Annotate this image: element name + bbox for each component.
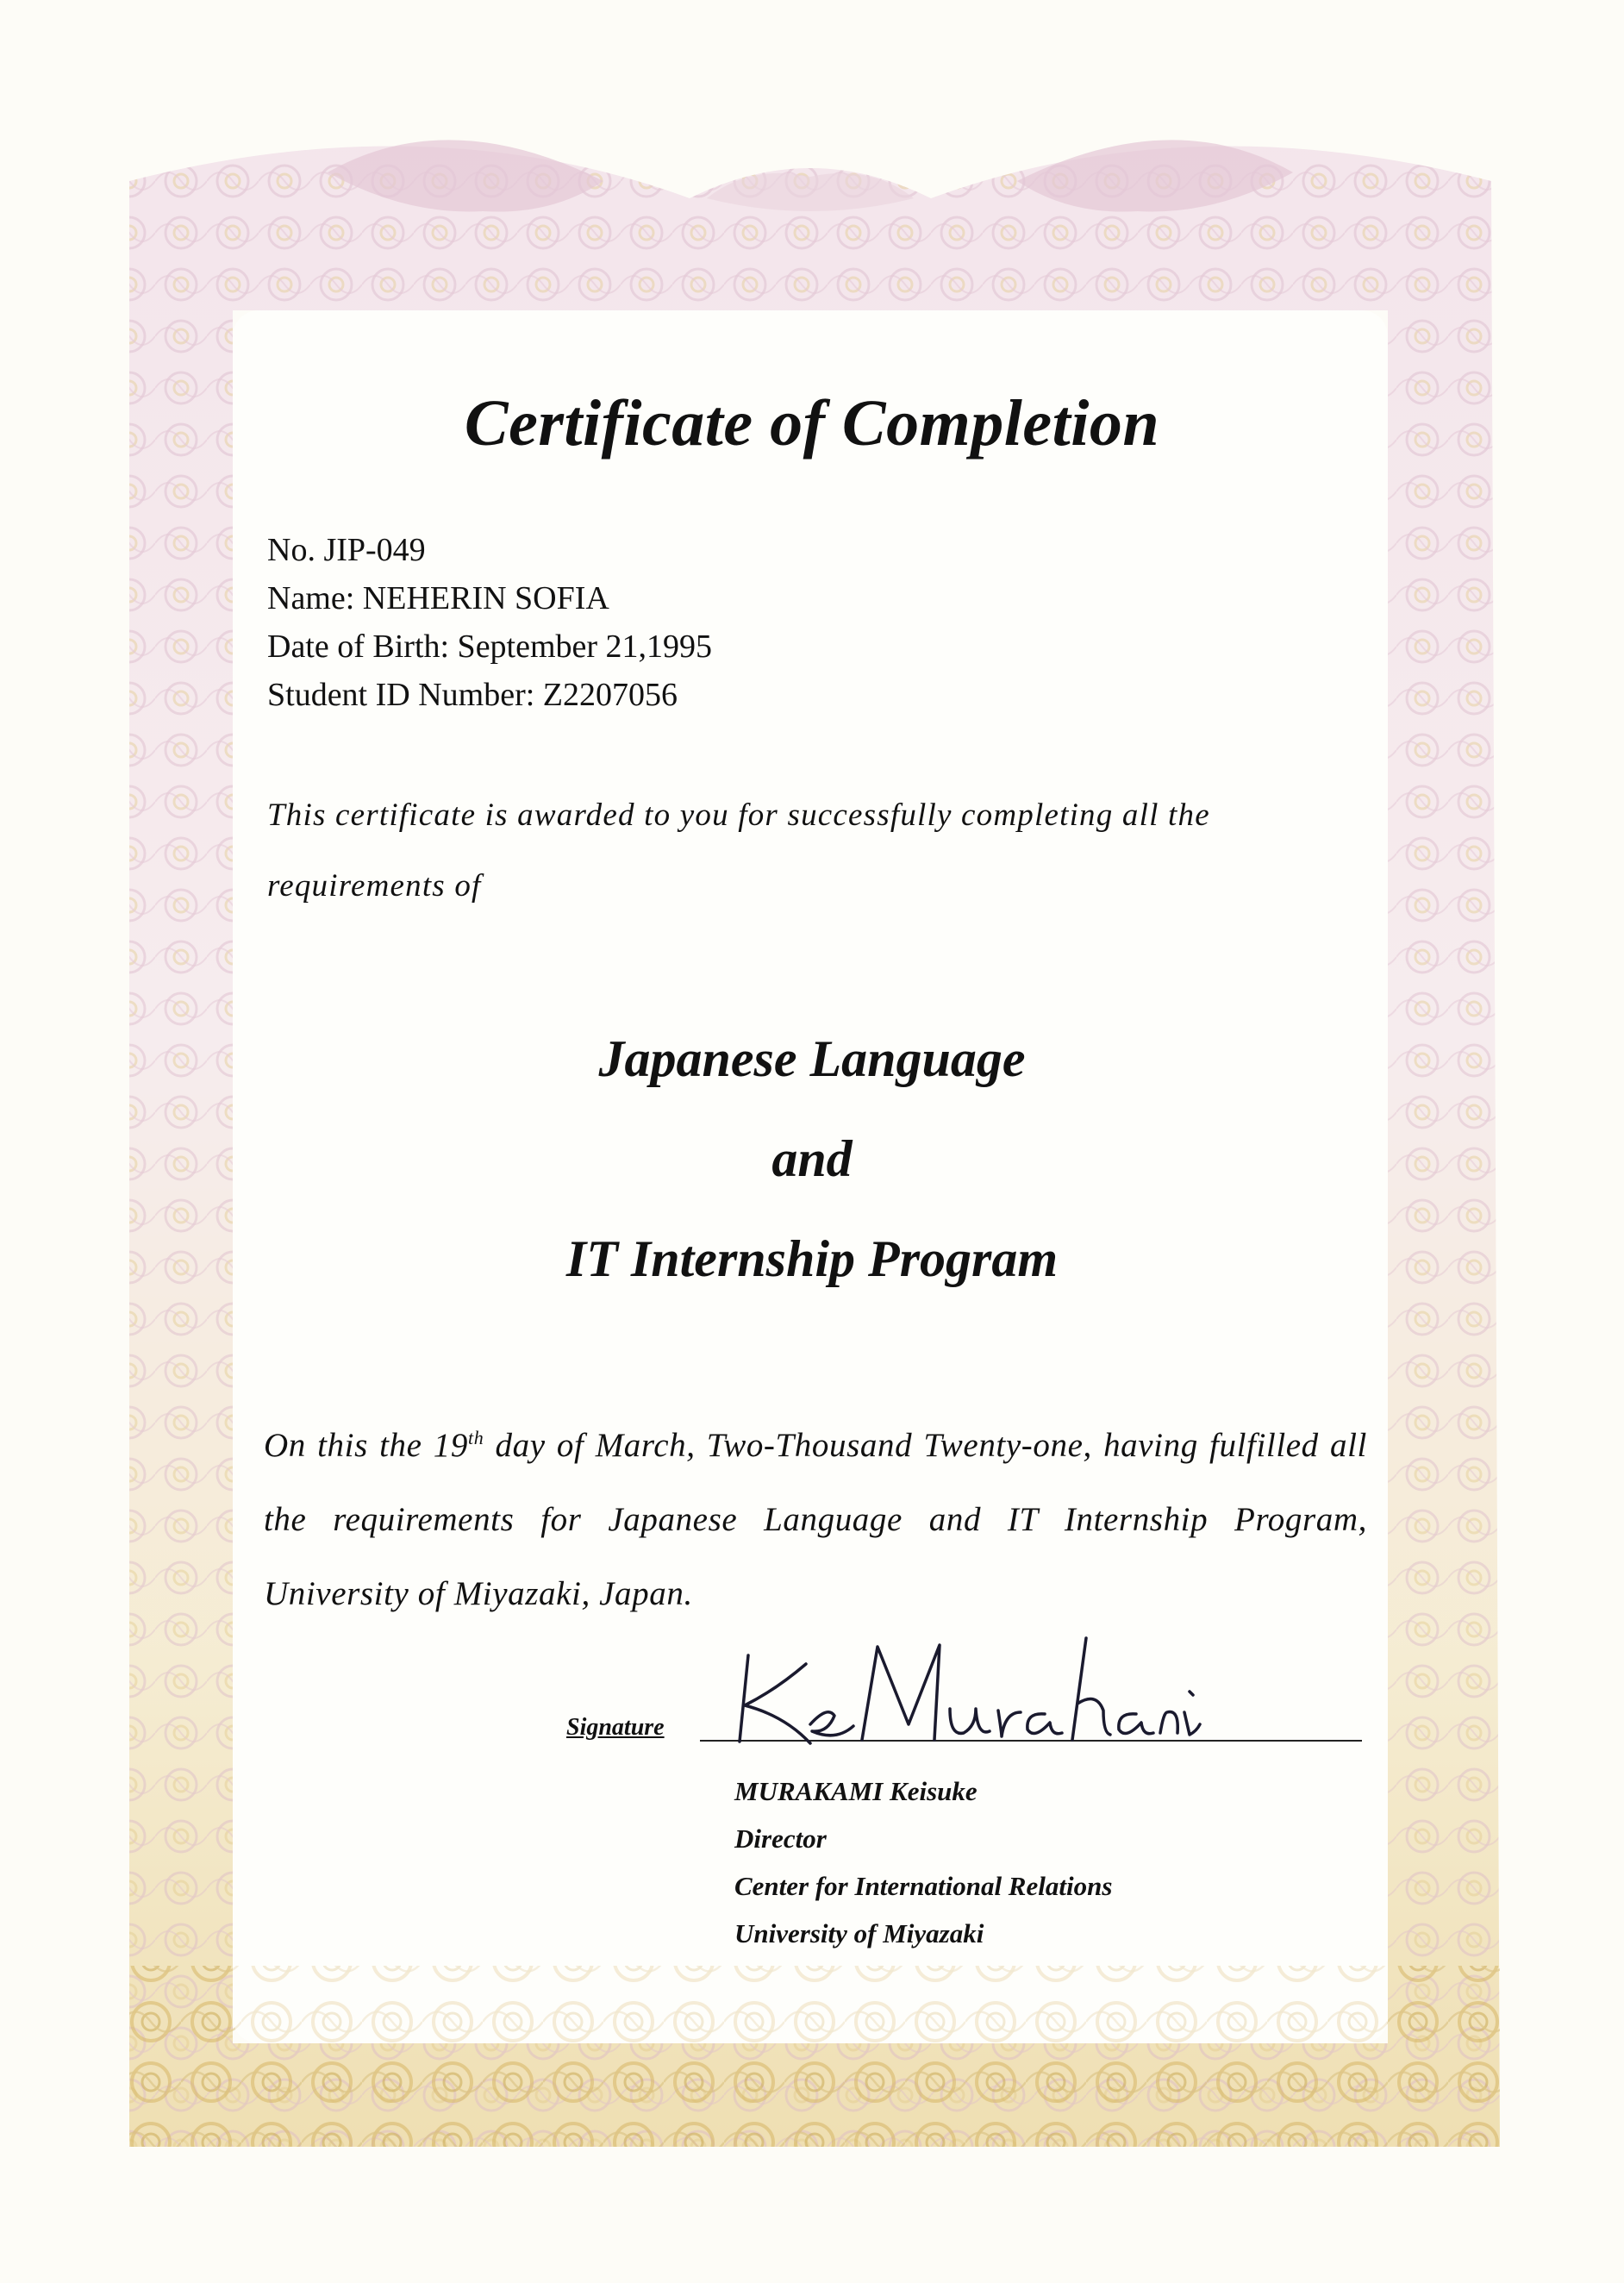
signature-label: Signature: [566, 1714, 665, 1741]
program-line-1: Japanese Language: [598, 1030, 1026, 1087]
signer-university: University of Miyazaki: [734, 1918, 984, 1948]
signer-title: Director: [734, 1823, 827, 1854]
statement-start: On this the 19: [264, 1427, 468, 1464]
certificate-title: Certificate of Completion: [464, 387, 1160, 460]
certificate-number: No. JIP-049: [267, 532, 426, 568]
recipient-info: [267, 526, 712, 719]
statement-rest: day of March, Two-Thousand Twenty-one, having fulfilled all the requirements for Japanese Language and IT Internship Program, University of Miyazaki, Japan.: [264, 1427, 1367, 1612]
date-of-birth: Date of Birth: September 21,1995: [267, 629, 713, 665]
award-statement: This certificate is awarded to you for successfully completing all the requirements of: [267, 797, 1210, 904]
completion-statement: [264, 1401, 1367, 1631]
student-id: Student ID Number: Z2207056: [267, 677, 678, 713]
signer-block: [734, 1767, 1112, 1957]
signer-department: Center for International Relations: [734, 1871, 1113, 1901]
statement-ordinal-suffix: th: [468, 1427, 484, 1448]
signer-name: MURAKAMI Keisuke: [734, 1776, 978, 1806]
program-line-2: and: [771, 1130, 853, 1187]
recipient-name: Name: NEHERIN SOFIA: [267, 580, 609, 616]
handwritten-signature: [724, 1629, 1207, 1750]
program-line-3: IT Internship Program: [565, 1230, 1059, 1287]
program-name: [0, 1009, 1624, 1309]
